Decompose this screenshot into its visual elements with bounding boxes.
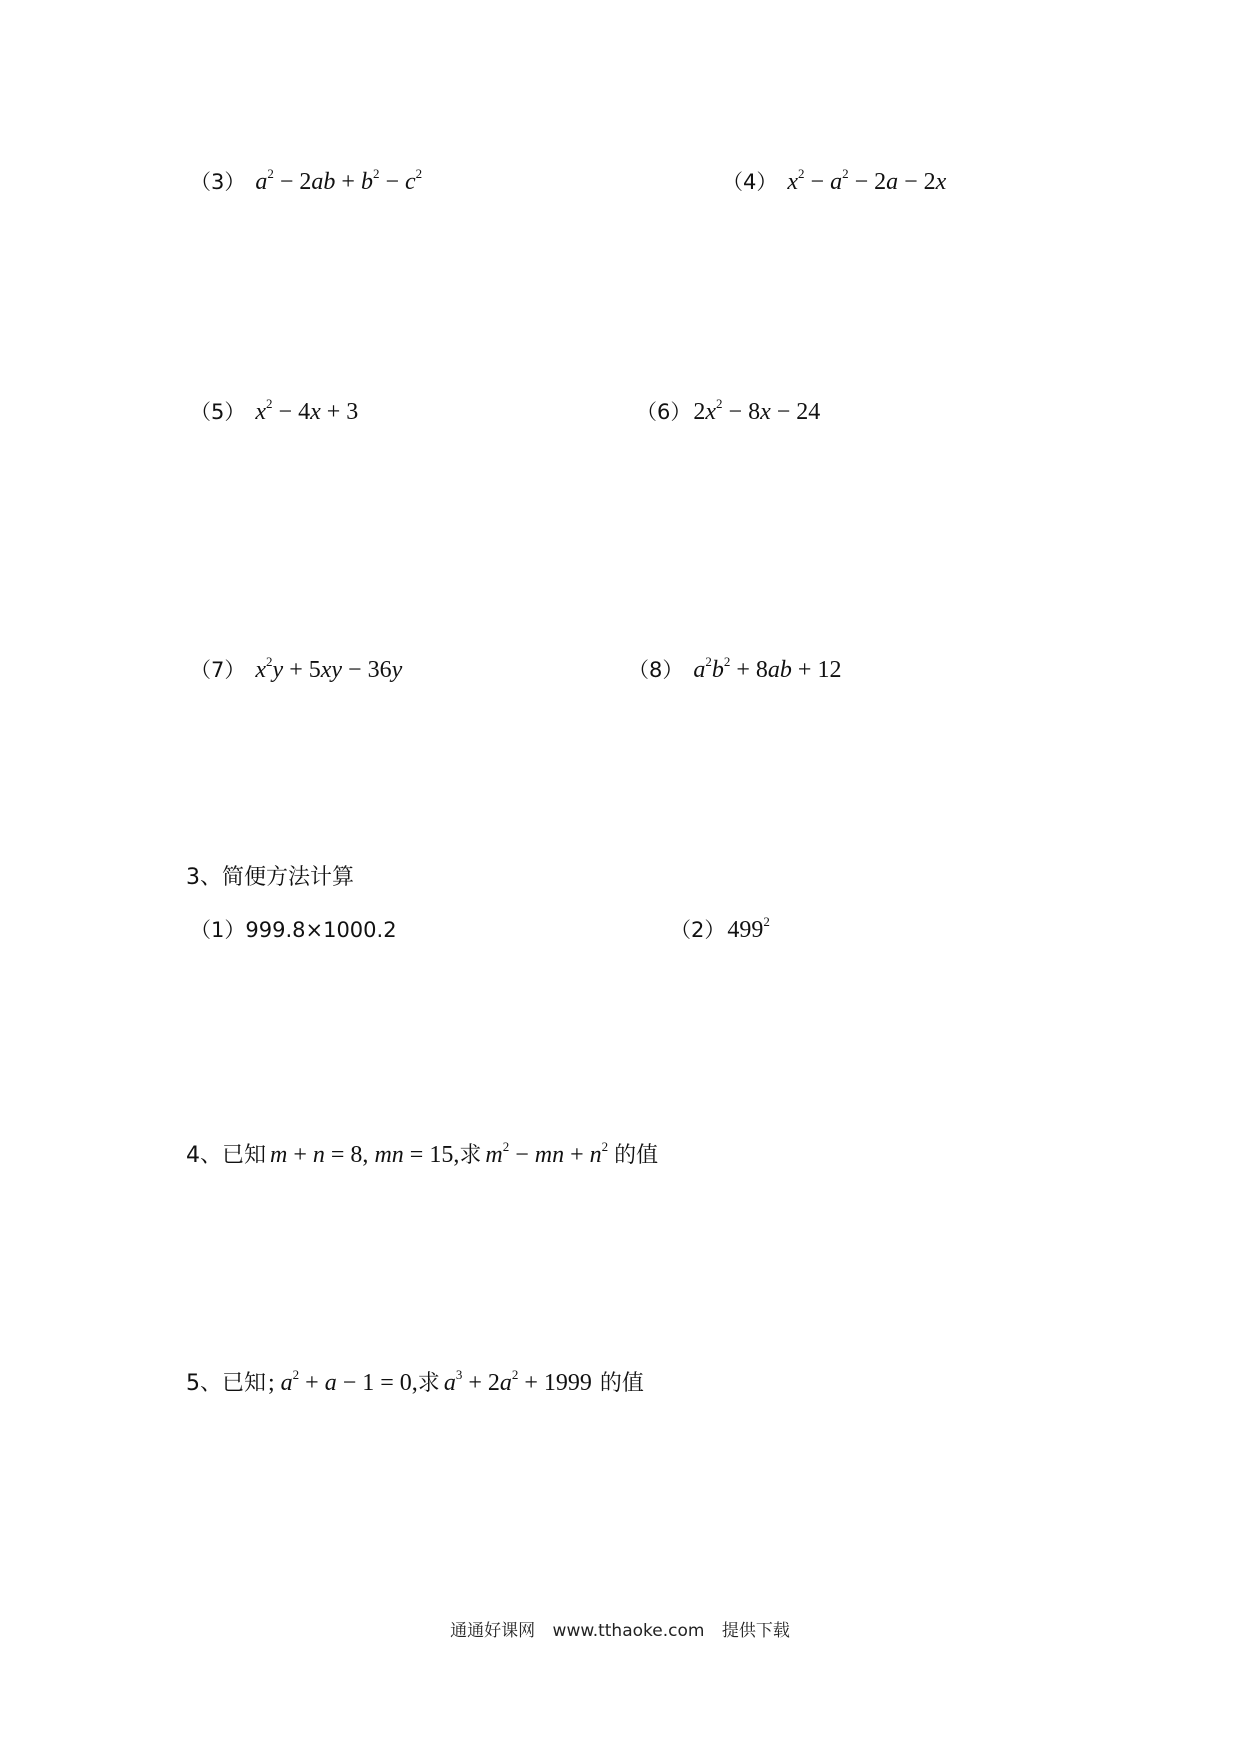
section-5-prefix: 5、已知 <box>186 1371 266 1396</box>
problem-8 <box>628 656 841 685</box>
section-3-heading: 3、简便方法计算 <box>186 865 354 890</box>
problem-6-label: （6） <box>636 400 692 424</box>
problem-5-label: （5） <box>190 400 246 424</box>
section-5-suffix: 的值 <box>599 1371 644 1396</box>
footer-note: 提供下载 <box>721 1621 790 1641</box>
section-4 <box>186 1141 658 1170</box>
section-4-suffix: 的值 <box>614 1143 659 1168</box>
section-5-target-expression: $a^3 + 2a^2 + 1999$ <box>443 1367 592 1396</box>
problem-8-label: （8） <box>628 658 684 682</box>
problem-7-label: （7） <box>190 658 246 682</box>
problem-4-expression: $x^2 - a^2 - 2a - 2x$ <box>787 166 947 195</box>
page-footer <box>0 1616 1240 1641</box>
section-4-target-expression: $m^2$ − mn + $n^2$ <box>485 1139 609 1168</box>
section-3-part-1-expression: 999.8×1000.2 <box>245 918 397 942</box>
problem-6-expression: $2x^2 - 8x - 24$ <box>693 396 821 425</box>
section-4-ask: 求 <box>459 1143 482 1168</box>
problem-3-label: （3） <box>190 170 246 194</box>
problem-5 <box>190 398 358 427</box>
problem-7 <box>190 656 402 685</box>
section-3-part-1-label: （1） <box>190 918 246 942</box>
section-3-part-2-base: 499 <box>727 917 764 943</box>
section-5-ask: 求 <box>417 1371 440 1396</box>
problem-3-expression: $a^2 - 2ab + b^2 - c^2$ <box>255 166 423 195</box>
section-3-part-2-label: （2） <box>670 918 726 942</box>
section-3-part-2 <box>670 916 770 945</box>
section-4-given: m + n = 8, mn = 15, <box>270 1142 460 1168</box>
problem-6 <box>636 398 820 427</box>
section-5-given: ; $a^2 + a - 1 = 0$, <box>268 1367 418 1396</box>
problem-7-expression: $x^2y + 5xy - 36y$ <box>255 654 403 683</box>
section-3-part-1 <box>190 916 397 945</box>
section-3-part-2-expression <box>727 914 770 943</box>
problem-8-expression: $a^2b^2 + 8ab + 12$ <box>693 654 842 683</box>
section-4-prefix: 4、已知 <box>186 1143 266 1168</box>
problem-4-label: （4） <box>722 170 778 194</box>
section-5 <box>186 1369 644 1398</box>
footer-url[interactable]: www.tthaoke.com <box>552 1621 705 1641</box>
footer-site-name: 通通好课网 <box>450 1621 536 1641</box>
section-3-part-2-exponent: 2 <box>763 914 770 929</box>
problem-4 <box>722 168 946 197</box>
problem-5-expression: $x^2 - 4x + 3$ <box>255 396 359 425</box>
problem-3 <box>190 168 422 197</box>
